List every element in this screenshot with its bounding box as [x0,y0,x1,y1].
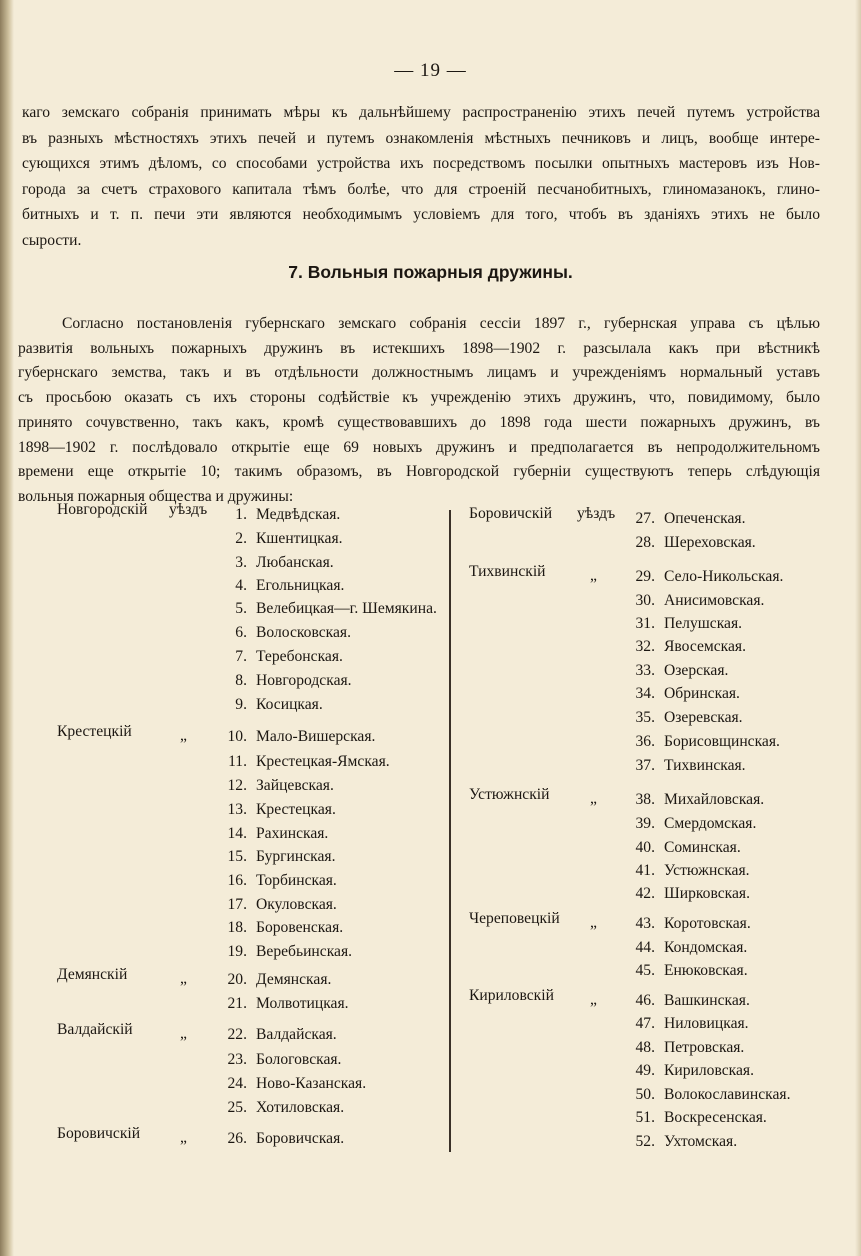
body-paragraph [18,312,820,510]
entry-number: 48. [635,1039,655,1056]
entry-name: Окуловская. [256,896,337,913]
ditto-mark: „ [180,1129,187,1146]
entry-number: 41. [635,862,655,879]
district-name: Демянскій [57,966,128,983]
entry-name: Озерская. [664,662,729,679]
entry-name: Петровская. [664,1039,745,1056]
entry-number: 43. [635,915,655,932]
entry-number: 51. [635,1109,655,1126]
brigade-entry [615,989,750,1013]
entry-number: 11. [228,753,247,770]
entry-name: Вашкинская. [664,992,750,1009]
district-name: Боровичскій [469,505,553,522]
brigade-entry [615,531,756,555]
entry-name: Кириловская. [664,1062,754,1079]
brigade-entry [615,1012,749,1036]
entry-number: 52. [635,1133,655,1150]
brigade-entry [207,893,337,917]
brigade-entry [207,621,351,645]
brigade-entry [615,1106,767,1130]
brigade-entry [207,1023,337,1047]
district-name: Боровичскій [57,1125,141,1142]
brigade-entry [207,693,323,717]
entry-number: 23. [227,1051,247,1068]
brigade-entry [615,788,764,812]
entry-number: 40. [635,839,655,856]
ditto-mark: „ [590,790,597,807]
entry-number: 37. [635,757,655,774]
brigade-entry [615,730,780,754]
entry-number: 28. [635,534,655,551]
text-line: съ просьбою оказать съ ихъ стороны содѣйствіе къ учрежденію этихъ дружинъ, что, повидимому, было [18,389,820,407]
entry-name: Хотиловская. [256,1099,345,1116]
entry-name: Боровичская. [256,1130,345,1147]
entry-number: 35. [635,709,655,726]
entry-number: 3. [235,554,247,571]
brigade-entry [615,589,764,613]
brigade-entry [207,1096,344,1120]
brigade-entry [207,845,336,869]
brigade-entry [207,916,343,940]
entry-number: 46. [635,992,655,1009]
brigade-entry [207,1127,344,1151]
entry-name: Явосемская. [664,638,746,655]
entry-name: Крестецкая. [256,801,336,818]
entry-name: Анисимовская. [664,592,765,609]
entry-number: 6. [235,624,247,641]
brigade-entry [207,750,390,774]
entry-number: 21. [227,995,247,1012]
brigade-entry [615,612,742,636]
district-name: Крестецкій [57,723,132,740]
column-divider [449,510,451,1152]
entry-number: 32. [635,638,655,655]
brigade-entry [615,659,728,683]
entry-number: 22. [227,1026,247,1043]
entry-number: 4. [235,577,247,594]
entry-name: Теребонская. [256,648,343,665]
brigade-entry [207,869,337,893]
intro-paragraph [22,100,820,253]
brigade-entry [207,992,349,1016]
brigade-entry [615,1059,754,1083]
entry-name: Волосковская. [256,624,351,641]
entry-number: 27. [635,510,655,527]
ditto-mark: „ [180,970,187,987]
district-name: Новгородскій [57,501,148,518]
text-line: вольныя пожарныя общества и дружины: [18,487,294,505]
entry-number: 36. [635,733,655,750]
entry-number: 5. [235,600,247,617]
brigade-entry [207,645,343,669]
ditto-mark: „ [590,991,597,1008]
entry-name: Любанская. [256,554,334,571]
entry-name: Шереховская. [664,534,756,551]
entry-name: Село-Никольская. [664,568,784,585]
district-name: Валдайскій [57,1021,133,1038]
entry-name: Коротовская. [664,915,751,932]
brigade-entry [207,527,343,551]
brigade-entry [207,669,352,693]
brigade-entry [207,574,344,598]
brigade-entry [207,822,328,846]
entry-name: Устюжнская. [664,862,750,879]
entry-name: Соминская. [664,839,741,856]
brigade-entry [207,725,375,749]
district-name: Кириловскій [469,987,554,1004]
brigade-list [0,500,861,1160]
brigade-entry [615,754,746,778]
entry-number: 33. [635,662,655,679]
entry-name: Боровенская. [256,919,344,936]
brigade-entry [207,774,334,798]
brigade-entry [615,882,750,906]
entry-name: Борисовщинская. [664,733,780,750]
entry-number: 13. [227,801,247,818]
entry-number: 14. [227,825,247,842]
entry-number: 1. [235,506,247,523]
text-line: Согласно постановленія губернскаго земскаго собранія сессіи 1897 г., губернская управа съ цѣлью [62,315,820,332]
entry-name: Ново-Казанская. [256,1075,367,1092]
entry-name: Косицкая. [256,696,323,713]
entry-name: Мало-Вишерская. [256,728,376,745]
entry-name: Бургинская. [256,848,336,865]
district-name: Череповецкій [469,910,560,927]
entry-name: Веребьинская. [256,943,353,960]
entry-number: 7. [235,648,247,665]
brigade-entry [207,968,331,992]
entry-number: 20. [227,971,247,988]
entry-number: 47. [635,1015,655,1032]
entry-number: 42. [635,885,655,902]
brigade-entry [615,1130,737,1154]
entry-number: 19. [227,943,247,960]
ditto-mark: „ [590,914,597,931]
entry-number: 50. [635,1086,655,1103]
entry-name: Велебицкая—г. Шемякина. [256,600,437,617]
entry-name: Бологовская. [256,1051,342,1068]
entry-number: 34. [635,685,655,702]
entry-name: Озеревская. [664,709,743,726]
entry-name: Молвотицкая. [256,995,349,1012]
entry-number: 24. [227,1075,247,1092]
entry-name: Ухтомская. [664,1133,738,1150]
entry-name: Кондомская. [664,939,748,956]
uezd-label: уѣздъ [577,505,616,522]
entry-number: 18. [227,919,247,936]
entry-name: Крестецкая-Ямская. [256,753,390,770]
entry-number: 15. [227,848,247,865]
entry-number: 29. [635,568,655,585]
brigade-entry [615,565,783,589]
ditto-mark: „ [180,1025,187,1042]
entry-name: Воскресенская. [664,1109,767,1126]
entry-number: 8. [235,672,247,689]
text-line: битныхъ и т. п. печи эти являются необходимымъ условіемъ для того, чтобъ въ зданіяхъ этихъ не было [22,206,820,223]
uezd-label: уѣздъ [169,501,208,518]
entry-name: Торбинская. [256,872,337,889]
brigade-entry [615,1083,790,1107]
text-line: города за счетъ страхового капитала тѣмъ болѣе, что для строеній песчанобитныхъ, глиномазанокъ, глино- [22,180,820,198]
brigade-entry [615,959,748,983]
entry-number: 31. [635,615,655,632]
entry-name: Зайцевская. [256,777,334,794]
entry-name: Пелушская. [664,615,743,632]
brigade-entry [615,859,750,883]
brigade-entry [615,1036,744,1060]
brigade-entry [615,635,746,659]
entry-name: Егольницкая. [256,577,345,594]
entry-number: 10. [227,728,247,745]
brigade-entry [615,936,747,960]
text-line: сующихся этимъ дѣломъ, со способами устройства ихъ посредствомъ посылки опытныхъ мастеровъ изъ Нов- [22,155,820,172]
text-line: губернскаго земства, такъ и въ отдѣльности должностнымъ лицамъ и учрежденіямъ нормальный уставъ [18,364,820,382]
brigade-entry [207,1048,341,1072]
entry-number: 17. [227,896,247,913]
entry-number: 2. [235,530,247,547]
text-line: въ разныхъ мѣстностяхъ этихъ печей и путемъ ознакомленія мѣстныхъ печниковъ и лицъ, вообще интере- [22,129,820,147]
entry-name: Волокославинская. [664,1086,791,1103]
text-line: сырости. [22,231,82,249]
brigade-entry [207,551,334,575]
brigade-entry [207,1072,366,1096]
brigade-entry [615,836,741,860]
brigade-entry [615,507,746,531]
entry-name: Михайловская. [664,791,765,808]
ditto-mark: „ [180,727,187,744]
entry-number: 39. [635,815,655,832]
entry-name: Медвѣдская. [256,506,341,523]
entry-name: Новгородская. [256,672,352,689]
entry-number: 49. [635,1062,655,1079]
entry-number: 12. [227,777,247,794]
text-line: развитія вольныхъ пожарныхъ дружинъ въ истекшихъ 1898—1902 г. разсылала какъ при вѣстникѣ [18,339,820,357]
entry-number: 26. [227,1130,247,1147]
brigade-entry [207,503,340,527]
entry-name: Тихвинская. [664,757,746,774]
entry-name: Демянская. [256,971,332,988]
text-line: принято сочувственно, такъ какъ, кромѣ существовавшихъ до 1898 года шести пожарныхъ дружинъ, въ [18,413,820,431]
brigade-entry [207,940,352,964]
entry-name: Енюковская. [664,962,748,979]
entry-name: Валдайская. [256,1026,337,1043]
brigade-entry [615,912,751,936]
brigade-entry [207,798,336,822]
brigade-entry [615,812,756,836]
entry-name: Ширковская. [664,885,750,902]
ditto-mark: „ [590,567,597,584]
text-line: каго земскаго собранія принимать мѣры къ дальнѣйшему распространенію этихъ печей путемъ устройства [22,104,820,121]
entry-name: Рахинская. [256,825,329,842]
entry-name: Кшентицкая. [256,530,343,547]
entry-name: Ниловицкая. [664,1015,749,1032]
section-title: 7. Вольныя пожарныя дружины. [288,262,573,282]
text-line: 1898—1902 г. послѣдовало открытіе еще 69 новыхъ дружинъ и предполагается въ непродолжительномъ [18,438,820,456]
entry-number: 45. [635,962,655,979]
entry-number: 44. [635,939,655,956]
district-name: Устюжнскій [469,786,550,803]
entry-name: Обринская. [664,685,740,702]
district-name: Тихвинскій [469,563,546,580]
brigade-entry [207,597,437,621]
entry-number: 30. [635,592,655,609]
entry-name: Опеченская. [664,510,746,527]
entry-number: 38. [635,791,655,808]
brigade-entry [615,682,740,706]
entry-number: 9. [235,696,247,713]
entry-number: 25. [227,1099,247,1116]
text-line: времени еще открытіе 10; такимъ образомъ, въ Новгородской губерніи существуютъ теперь слѣдующія [18,463,820,481]
entry-number: 16. [227,872,247,889]
entry-name: Смердомская. [664,815,757,832]
page-number: — 19 — [394,60,467,81]
brigade-entry [615,706,743,730]
